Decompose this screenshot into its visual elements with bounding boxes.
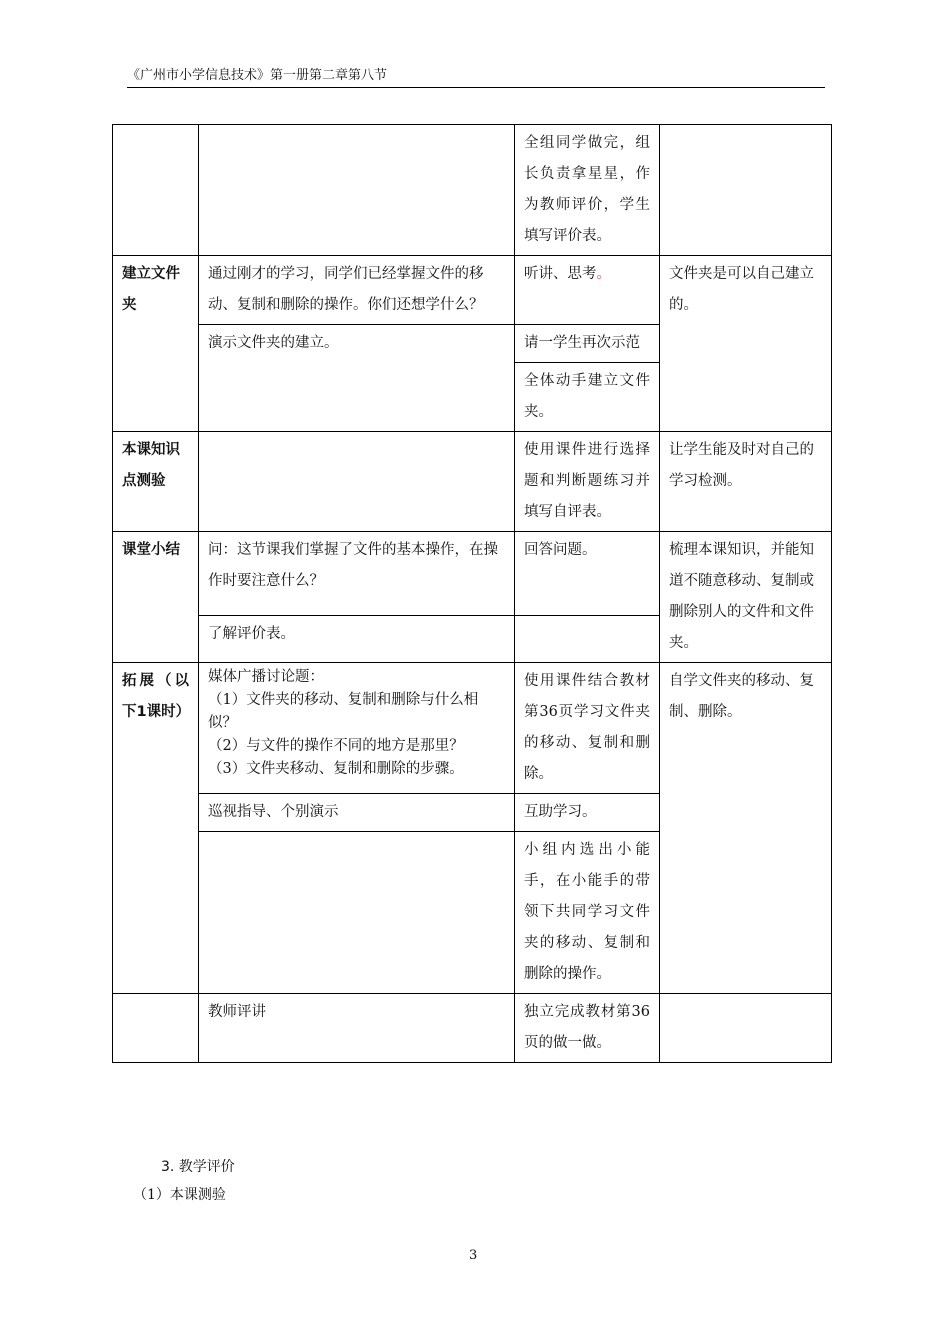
discussion-question: （1）文件夹的移动、复制和删除与什么相似？	[208, 692, 479, 731]
section-heading: 3. 教学评价	[161, 1159, 235, 1175]
teacher-activity-cell	[199, 832, 515, 994]
stage-cell: 课堂小结	[113, 532, 199, 663]
student-activity-cell: 独立完成教材第36页的做一做。	[515, 994, 660, 1063]
stage-cell	[113, 125, 199, 256]
design-intent-cell	[660, 994, 832, 1063]
student-activity-cell: 使用课件结合教材第36页学习文件夹的移动、复制和删除。	[515, 663, 660, 794]
table-row	[113, 125, 832, 256]
teacher-activity-cell: 演示文件夹的建立。	[199, 325, 515, 432]
teacher-activity-cell: 通过刚才的学习，同学们已经掌握文件的移动、复制和删除的操作。你们还想学什么？	[199, 256, 515, 325]
discussion-question: （3）文件夹移动、复制和删除的步骤。	[208, 761, 464, 777]
discussion-question: （2）与文件的操作不同的地方是那里？	[208, 738, 464, 754]
table-row	[113, 256, 832, 325]
teacher-activity-cell	[199, 432, 515, 532]
design-intent-cell: 梳理本课知识，并能知道不随意移动、复制或删除别人的文件和文件夹。	[660, 532, 832, 663]
running-header: 《广州市小学信息技术》第一册第二章第八节	[127, 64, 825, 88]
student-activity-cell: 互助学习。	[515, 794, 660, 832]
table-row	[113, 994, 832, 1063]
student-activity-text: 听讲、思考	[524, 266, 597, 282]
teacher-activity-cell: 巡视指导、个别演示	[199, 794, 515, 832]
page-number: 3	[469, 1248, 478, 1263]
accent-mark: 。	[596, 266, 611, 282]
lesson-plan-table	[112, 124, 832, 1063]
teacher-activity-cell: 教师评讲	[199, 994, 515, 1063]
design-intent-cell: 自学文件夹的移动、复制、删除。	[660, 663, 832, 994]
teacher-activity-cell	[199, 125, 515, 256]
student-activity-cell: 全组同学做完，组长负责拿星星，作为教师评价，学生填写评价表。	[515, 125, 660, 256]
student-activity-cell	[515, 616, 660, 663]
design-intent-cell: 文件夹是可以自己建立的。	[660, 256, 832, 432]
teacher-activity-cell	[199, 663, 515, 794]
stage-cell	[113, 994, 199, 1063]
stage-cell: 本课知识点测验	[113, 432, 199, 532]
table-row	[113, 663, 832, 794]
student-activity-cell: 使用课件进行选择题和判断题练习并填写自评表。	[515, 432, 660, 532]
table-row	[113, 432, 832, 532]
design-intent-cell	[660, 125, 832, 256]
student-activity-cell: 小组内选出小能手，在小能手的带领下共同学习文件夹的移动、复制和删除的操作。	[515, 832, 660, 994]
table-row	[113, 532, 832, 616]
discussion-title: 媒体广播讨论题：	[208, 669, 324, 685]
teacher-activity-cell: 了解评价表。	[199, 616, 515, 663]
stage-cell: 建立文件夹	[113, 256, 199, 432]
teacher-activity-cell: 问：这节课我们掌握了文件的基本操作，在操作时要注意什么？	[199, 532, 515, 616]
stage-cell: 拓展（以下1课时）	[113, 663, 199, 994]
student-activity-cell: 回答问题。	[515, 532, 660, 616]
student-activity-cell	[515, 256, 660, 325]
design-intent-cell: 让学生能及时对自己的学习检测。	[660, 432, 832, 532]
subsection-heading: （1）本课测验	[133, 1187, 226, 1203]
student-activity-cell: 全体动手建立文件夹。	[515, 363, 660, 432]
student-activity-cell: 请一学生再次示范	[515, 325, 660, 363]
